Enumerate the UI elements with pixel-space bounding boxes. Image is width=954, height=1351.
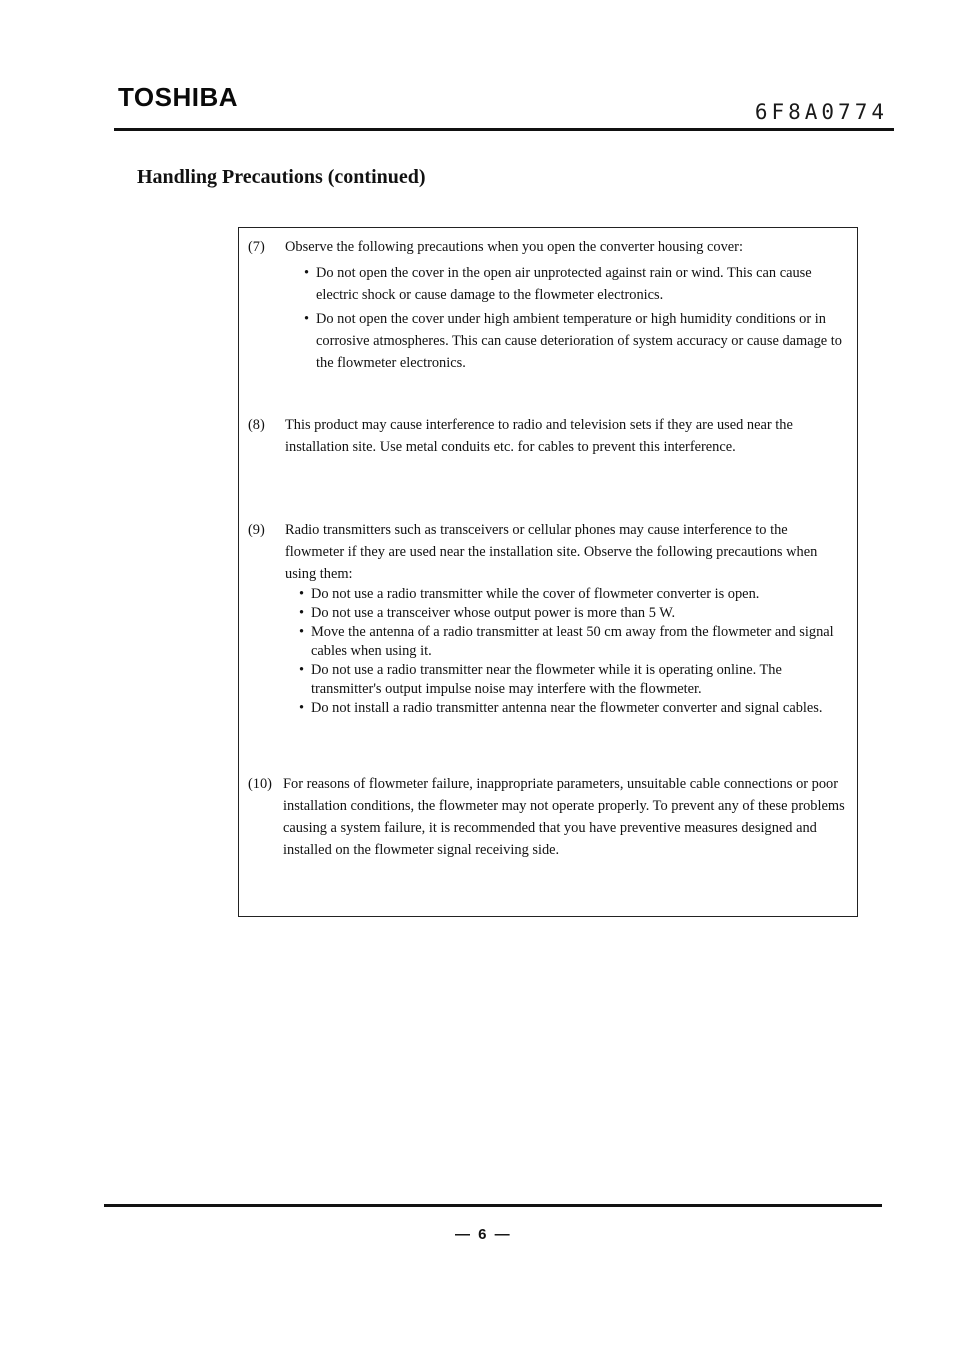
page-number: — 6 — [455, 1226, 512, 1243]
precaution-item-9 [248, 519, 848, 718]
footer-rule [104, 1204, 882, 1207]
toshiba-logo: TOSHIBA [118, 82, 239, 112]
bullet-list [304, 262, 848, 374]
precaution-item-8 [248, 414, 848, 458]
list-item: • Do not open the cover in the open air unprotected against rain or wind. This can cause electric shock or cause damage to the flowmeter electronics. [304, 262, 848, 306]
list-item: • Move the antenna of a radio transmitter at least 50 cm away from the flowmeter and signal cables when using it. [299, 623, 848, 661]
list-item: • Do not open the cover under high ambient temperature or high humidity conditions or in corrosive atmospheres. This can cause deterioration of system accuracy or cause damage to the flowmeter electronics. [304, 308, 848, 374]
list-item: • Do not use a radio transmitter near the flowmeter while it is operating online. The transmitter's output impulse noise may interfere with the flowmeter. [299, 661, 848, 699]
list-item: • Do not use a radio transmitter while the cover of flowmeter converter is open. [299, 585, 848, 604]
item-number: (8) [248, 417, 265, 433]
document-number: 6F8A0774 [754, 100, 888, 124]
item-text: Radio transmitters such as transceivers or cellular phones may cause interference to the flowmeter if they are used near the installation site. Observe the following precautions when using them: [285, 522, 818, 582]
bullet-list [299, 585, 848, 718]
section-title: Handling Precautions (continued) [137, 166, 426, 188]
item-number: (10) [248, 776, 272, 792]
list-item: • Do not install a radio transmitter antenna near the flowmeter converter and signal cables. [299, 699, 848, 718]
precaution-item-7 [248, 236, 848, 376]
item-text: This product may cause interference to radio and television sets if they are used near the installation site. Use metal conduits etc. for cables to prevent this interference. [285, 417, 793, 455]
precaution-item-10 [248, 773, 848, 861]
list-item: • Do not use a transceiver whose output power is more than 5 W. [299, 604, 848, 623]
item-text: Observe the following precautions when you open the converter housing cover: [285, 239, 743, 255]
header-rule [114, 128, 894, 131]
item-number: (9) [248, 522, 265, 538]
item-number: (7) [248, 239, 265, 255]
item-text: For reasons of flowmeter failure, inappropriate parameters, unsuitable cable connections or poor installation conditions, the flowmeter may not operate properly. To prevent any of these problems causing a system failure, it is recommended that you have preventive measures designed and installed on the flowmeter signal receiving side. [283, 776, 845, 858]
